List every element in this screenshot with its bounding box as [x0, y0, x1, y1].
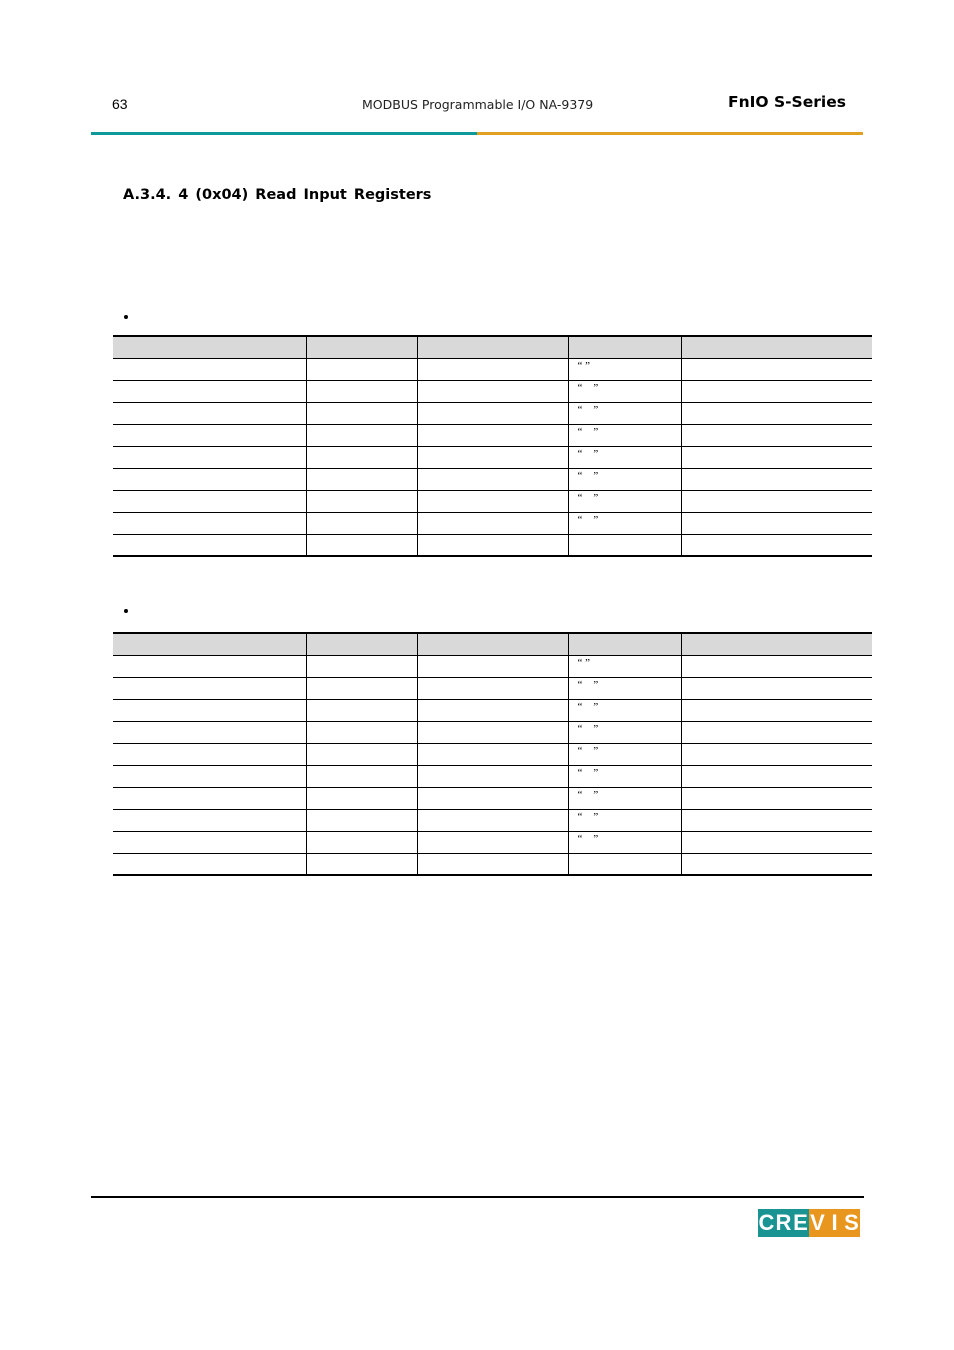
table-cell — [306, 677, 417, 699]
logo-letter: E — [793, 1210, 808, 1235]
table-cell — [417, 809, 568, 831]
table-cell: “ ” — [568, 424, 681, 446]
table-cell — [306, 853, 417, 875]
table-row — [113, 831, 872, 853]
table-cell — [306, 358, 417, 380]
table-row — [113, 765, 872, 787]
table-cell — [417, 424, 568, 446]
table-cell — [681, 765, 872, 787]
table-row — [113, 787, 872, 809]
table-cell — [417, 699, 568, 721]
table-cell — [306, 743, 417, 765]
header-rule-teal — [91, 132, 477, 135]
table-cell — [681, 402, 872, 424]
table-cell — [417, 787, 568, 809]
table-row — [113, 358, 872, 380]
register-table-request — [113, 335, 872, 557]
table-cell — [417, 534, 568, 556]
table-cell: “ ” — [568, 380, 681, 402]
bullet-point — [124, 609, 128, 613]
header-cell — [306, 633, 417, 655]
register-table-response — [113, 632, 872, 876]
header-cell — [417, 336, 568, 358]
table-cell — [417, 402, 568, 424]
table-row — [113, 853, 872, 875]
table-cell: “ ” — [568, 468, 681, 490]
table-cell — [306, 380, 417, 402]
table-cell: “ ” — [568, 831, 681, 853]
table-row — [113, 721, 872, 743]
table-cell — [417, 831, 568, 853]
header-cell — [113, 336, 306, 358]
table-cell — [417, 446, 568, 468]
header-cell — [568, 336, 681, 358]
table-cell — [681, 677, 872, 699]
table-cell: “ ” — [568, 512, 681, 534]
table-cell — [681, 534, 872, 556]
table-row — [113, 424, 872, 446]
table-cell: “ ” — [568, 490, 681, 512]
table-cell: “ ” — [568, 809, 681, 831]
table-cell: “ ” — [568, 765, 681, 787]
table-cell — [113, 787, 306, 809]
table-row — [113, 699, 872, 721]
table-row — [113, 446, 872, 468]
table-cell — [113, 853, 306, 875]
table-cell — [113, 809, 306, 831]
table-cell — [113, 358, 306, 380]
table-cell — [113, 534, 306, 556]
table-cell — [306, 809, 417, 831]
table-cell — [681, 699, 872, 721]
table-header-row — [113, 633, 872, 655]
table-cell — [113, 655, 306, 677]
footer-rule — [91, 1196, 864, 1198]
table-row — [113, 512, 872, 534]
table-cell: “ ” — [568, 743, 681, 765]
table-cell — [113, 424, 306, 446]
table-cell: “ ” — [568, 699, 681, 721]
table-cell — [306, 787, 417, 809]
table-cell — [681, 512, 872, 534]
table-cell — [113, 831, 306, 853]
table-cell: “ ” — [568, 402, 681, 424]
table-row — [113, 380, 872, 402]
table-row — [113, 677, 872, 699]
table-row — [113, 809, 872, 831]
table-cell — [306, 402, 417, 424]
table-cell — [417, 468, 568, 490]
logo-letter: R — [775, 1210, 792, 1235]
table-cell — [113, 699, 306, 721]
table-cell — [417, 655, 568, 677]
table-row — [113, 655, 872, 677]
table-cell — [568, 853, 681, 875]
table-cell — [681, 380, 872, 402]
header-rule-orange — [477, 132, 863, 135]
crevis-logo — [758, 1209, 860, 1237]
table-cell — [681, 787, 872, 809]
header-cell — [681, 633, 872, 655]
table-header-row — [113, 336, 872, 358]
table-cell — [568, 534, 681, 556]
logo-letter: I — [826, 1209, 843, 1237]
table-row — [113, 743, 872, 765]
table-cell — [681, 490, 872, 512]
table-cell — [306, 512, 417, 534]
table-cell — [681, 446, 872, 468]
table-cell: “ ” — [568, 787, 681, 809]
header-cell — [681, 336, 872, 358]
table-cell — [306, 490, 417, 512]
table-cell — [417, 677, 568, 699]
header-cell — [113, 633, 306, 655]
header-title: MODBUS Programmable I/O NA-9379 — [362, 97, 594, 112]
table-cell — [417, 380, 568, 402]
table-cell — [113, 765, 306, 787]
section-heading: A.3.4. 4 (0x04) Read Input Registers — [123, 187, 432, 203]
header-cell — [568, 633, 681, 655]
table-cell — [306, 424, 417, 446]
page-number: 63 — [112, 96, 128, 112]
logo-letter: V — [810, 1210, 825, 1235]
table-cell — [417, 765, 568, 787]
table-cell — [306, 534, 417, 556]
table-cell — [306, 699, 417, 721]
table-cell: “ ” — [568, 655, 681, 677]
table-cell — [681, 831, 872, 853]
logo-letter: C — [758, 1210, 775, 1235]
table-cell — [681, 468, 872, 490]
table-row — [113, 490, 872, 512]
table-cell: “ ” — [568, 677, 681, 699]
table-cell — [417, 743, 568, 765]
logo-letter: S — [844, 1210, 859, 1235]
header-cell — [306, 336, 417, 358]
table-cell — [306, 831, 417, 853]
table-row — [113, 402, 872, 424]
table-cell — [306, 446, 417, 468]
table-cell — [417, 512, 568, 534]
table-row — [113, 534, 872, 556]
table-cell — [113, 380, 306, 402]
table-cell — [417, 853, 568, 875]
table-cell — [113, 490, 306, 512]
bullet-point — [124, 315, 128, 319]
table-cell — [417, 721, 568, 743]
table-cell — [113, 468, 306, 490]
table-cell: “ ” — [568, 446, 681, 468]
table-cell — [681, 721, 872, 743]
header-cell — [417, 633, 568, 655]
table-cell — [417, 490, 568, 512]
table-cell: “ ” — [568, 721, 681, 743]
table-cell — [681, 424, 872, 446]
table-cell — [113, 402, 306, 424]
table-cell — [306, 721, 417, 743]
table-cell — [113, 512, 306, 534]
table-cell — [306, 468, 417, 490]
table-row — [113, 468, 872, 490]
table-cell — [113, 721, 306, 743]
table-cell — [306, 765, 417, 787]
table-cell: “ ” — [568, 358, 681, 380]
table-cell — [113, 446, 306, 468]
header-series: FnIO S-Series — [728, 93, 846, 111]
table-cell — [306, 655, 417, 677]
table-cell — [681, 743, 872, 765]
table-cell — [681, 655, 872, 677]
table-cell — [681, 358, 872, 380]
table-cell — [681, 853, 872, 875]
table-cell — [113, 677, 306, 699]
table-cell — [681, 809, 872, 831]
table-cell — [417, 358, 568, 380]
table-cell — [113, 743, 306, 765]
